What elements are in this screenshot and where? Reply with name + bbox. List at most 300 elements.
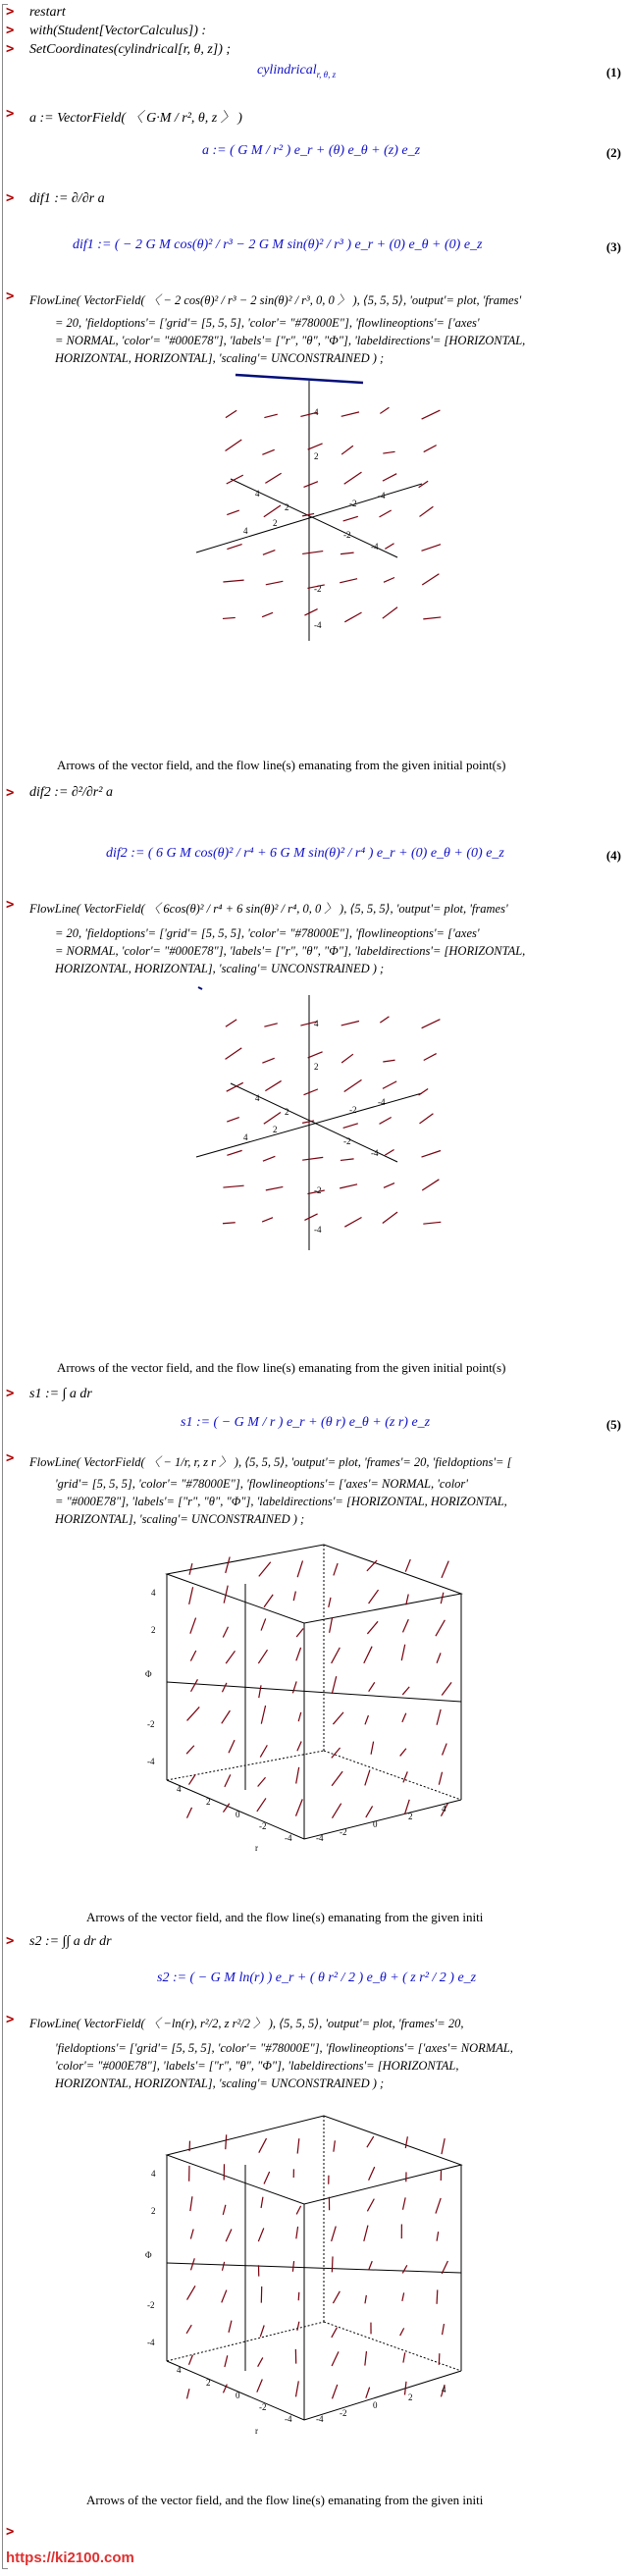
field-arrow	[262, 1218, 273, 1222]
field-arrow	[383, 1060, 394, 1062]
field-arrow	[296, 1648, 301, 1660]
field-arrow	[226, 2134, 227, 2149]
field-arrow	[380, 1017, 389, 1023]
field-arrow	[227, 510, 239, 515]
field-arrow	[304, 609, 317, 615]
field-arrow	[332, 1771, 342, 1786]
plot-1-flowline	[236, 375, 363, 383]
field-arrow	[383, 607, 397, 618]
caption-3: Arrows of the vector field, and the flow line(s) emanating from the given initi	[86, 1910, 484, 1924]
field-arrow	[422, 574, 439, 585]
field-arrow	[441, 1593, 444, 1603]
field-arrow	[293, 1592, 295, 1602]
tick-label: -4	[378, 1097, 386, 1107]
tick-label: 4	[177, 2365, 182, 2375]
field-arrow	[308, 1052, 323, 1058]
field-arrow	[443, 1744, 447, 1756]
field-arrow	[403, 2352, 405, 2362]
plot-4[interactable]	[137, 2106, 471, 2440]
prompt-marker: >	[6, 2012, 15, 2027]
plot-3-box	[167, 1545, 461, 1839]
prompt-marker: >	[6, 23, 15, 38]
field-arrow	[187, 2286, 195, 2299]
field-arrow	[187, 1707, 200, 1720]
field-arrow	[304, 1214, 317, 1220]
tick-label: 4	[177, 1784, 182, 1794]
tick-label: 0	[373, 2400, 378, 2410]
tick-label: -4	[314, 620, 322, 630]
field-arrow	[344, 1217, 361, 1227]
field-arrow	[292, 1681, 296, 1693]
plot-1-axes	[196, 381, 422, 641]
input-flow1-line1[interactable]: FlowLine( VectorField( 〈 − 2 cos(θ)² / r³ − 2 sin(θ)² / r³, 0, 0 〉 ), ⟨5, 5, 5⟩, 'output'= plot, 'frames'	[29, 293, 522, 307]
field-arrow	[343, 516, 358, 521]
field-arrow	[404, 2382, 405, 2395]
input-flow3-line1[interactable]: FlowLine( VectorField( 〈 − 1/r, r, z r 〉 ), ⟨5, 5, 5⟩, 'output'= plot, 'frames'= 20, 'fieldoptions'= [	[29, 1455, 512, 1469]
output-s2: s2 := ( − G M ln(r) ) e_r + ( θ r² / 2 ) e_θ + ( z r² / 2 ) e_z	[157, 1971, 477, 1985]
field-arrow	[190, 1618, 196, 1634]
field-arrow	[222, 2290, 227, 2303]
field-arrow	[405, 2136, 407, 2148]
plot-1[interactable]	[177, 371, 471, 685]
axis-label-r: r	[255, 1843, 258, 1853]
field-arrow	[436, 1620, 445, 1636]
field-arrow	[334, 1563, 338, 1575]
field-arrow	[226, 1651, 235, 1663]
field-arrow	[442, 2138, 445, 2154]
field-arrow	[296, 1628, 303, 1637]
field-arrow	[186, 2389, 188, 2398]
input-flow4-line1[interactable]: FlowLine( VectorField( 〈 −ln(r), r²/2, z r²/2 〉 ), ⟨5, 5, 5⟩, 'output'= plot, 'frames'= 20,	[29, 2017, 464, 2030]
field-arrow	[257, 2380, 262, 2392]
field-arrow	[298, 1712, 301, 1721]
tick-label: 2	[314, 451, 319, 461]
tick-label: -2	[314, 584, 322, 594]
field-arrow	[405, 1559, 410, 1572]
tick-label: -2	[314, 1185, 322, 1195]
plot-2-axes	[196, 995, 422, 1250]
field-arrow	[369, 2261, 373, 2270]
tick-label: -2	[340, 2408, 347, 2418]
tick-label: -2	[349, 1105, 357, 1115]
field-arrow	[439, 2353, 440, 2365]
tick-label: 4	[255, 489, 260, 499]
field-arrow	[308, 444, 323, 449]
caption-4: Arrows of the vector field, and the flow line(s) emanating from the given initi	[86, 2493, 484, 2507]
input-a-def[interactable]: a := VectorField( 〈 G·M / r², θ, z 〉 )	[29, 111, 242, 126]
field-arrow	[400, 1749, 406, 1757]
field-arrow	[264, 2172, 270, 2184]
equation-number: (5)	[605, 1417, 621, 1432]
field-arrow	[188, 1774, 195, 1784]
input-flow2-line1[interactable]: FlowLine( VectorField( 〈 6cos(θ)² / r⁴ + 6 sin(θ)² / r⁴, 0, 0 〉 ), ⟨5, 5, 5⟩, 'output'= plot, 'frames'	[29, 902, 508, 916]
tick-label: -2	[349, 499, 357, 508]
output-dif2: dif2 := ( 6 G M cos(θ)² / r⁴ + 6 G M sin(θ)² / r⁴ ) e_r + (0) e_θ + (0) e_z	[106, 846, 504, 861]
caption-2: Arrows of the vector field, and the flow line(s) emanating from the given initial point(s)	[57, 1360, 506, 1375]
field-arrow	[365, 2351, 367, 2366]
prompt-marker: >	[6, 106, 15, 122]
field-arrow	[369, 2167, 375, 2181]
equation-number: (4)	[605, 848, 621, 863]
field-arrow	[222, 2262, 224, 2271]
plot-2-field-arrows	[223, 1017, 441, 1227]
field-arrow	[419, 1088, 429, 1095]
field-arrow	[332, 2351, 339, 2366]
field-arrow	[330, 1618, 333, 1633]
field-arrow	[262, 1058, 274, 1063]
field-arrow	[260, 1745, 267, 1757]
input-flow1-line4[interactable]: HORIZONTAL, HORIZONTAL], 'scaling'= UNCONSTRAINED ) ;	[55, 351, 385, 365]
field-arrow	[186, 1746, 194, 1754]
field-arrow	[333, 2291, 340, 2303]
field-arrow	[332, 2328, 338, 2338]
output-dif1: dif1 := ( − 2 G M cos(θ)² / r³ − 2 G M sin(θ)² / r³ ) e_r + (0) e_θ + (0) e_z	[73, 237, 483, 252]
output-a: a := ( G M / r² ) e_r + (θ) e_θ + (z) e_z	[202, 143, 421, 158]
field-arrow	[264, 505, 281, 517]
field-arrow	[442, 1682, 451, 1695]
tick-label: -2	[259, 1821, 267, 1831]
tick-label: 2	[408, 2392, 413, 2402]
field-arrow	[364, 2226, 368, 2241]
field-arrow	[341, 1022, 359, 1025]
tick-label: 2	[206, 1797, 211, 1807]
plot-3-field-arrows	[186, 1556, 451, 1817]
field-arrow	[266, 1186, 284, 1189]
field-arrow	[190, 1651, 195, 1661]
field-arrow	[264, 1595, 273, 1607]
field-arrow	[332, 1676, 336, 1694]
input-setcoords[interactable]: SetCoordinates(cylindrical[r, θ, z]) ;	[29, 42, 232, 57]
field-arrow	[259, 1685, 261, 1698]
prompt-marker: >	[6, 2524, 15, 2540]
field-arrow	[384, 1183, 394, 1188]
field-arrow	[297, 2138, 299, 2153]
tick-label: -4	[285, 1833, 292, 1843]
field-arrow	[264, 1113, 281, 1125]
field-arrow	[341, 412, 359, 416]
field-arrow	[264, 1024, 277, 1026]
field-arrow	[439, 1772, 442, 1785]
input-flow2-line3[interactable]: = NORMAL, 'color'= "#000E78"], 'labels'= ["r", "θ", "Φ"], 'labeldirections'= [HORIZONTAL,	[55, 944, 526, 958]
tick-label: 2	[285, 502, 289, 512]
field-arrow	[400, 2328, 404, 2336]
field-arrow	[366, 1806, 373, 1817]
tick-label: 2	[408, 1812, 413, 1821]
tick-label: 4	[151, 2169, 156, 2179]
field-arrow	[401, 1645, 404, 1660]
field-arrow	[304, 1089, 318, 1095]
field-arrow	[223, 617, 236, 618]
field-arrow	[383, 474, 396, 481]
field-arrow	[367, 2199, 374, 2212]
field-arrow	[265, 1080, 281, 1090]
tick-label: -2	[147, 2300, 155, 2310]
input-flow4-line4[interactable]: HORIZONTAL, HORIZONTAL], 'scaling'= UNCONSTRAINED ) ;	[55, 2077, 385, 2090]
axis-label-phi: Φ	[145, 1669, 152, 1679]
field-arrow	[367, 2136, 374, 2147]
plot-4-field-arrows	[186, 2134, 447, 2398]
field-arrow	[227, 1118, 239, 1123]
field-arrow	[297, 1742, 301, 1752]
field-arrow	[304, 482, 318, 488]
field-arrow	[258, 1777, 266, 1786]
prompt-marker: >	[6, 1450, 15, 1466]
field-arrow	[223, 1627, 228, 1638]
field-arrow	[422, 410, 441, 419]
axis-label-phi: Φ	[145, 2250, 152, 2260]
caption-1: Arrows of the vector field, and the flow line(s) emanating from the given initial point(s)	[57, 758, 506, 772]
tick-label: -4	[314, 1225, 322, 1235]
input-s2[interactable]: s2 := ∫∫ a dr dr	[29, 1934, 112, 1949]
field-arrow	[332, 2256, 333, 2272]
field-arrow	[222, 1683, 226, 1692]
tick-label: 2	[314, 1062, 319, 1072]
input-flow2-line2[interactable]: = 20, 'fieldoptions'= ['grid'= [5, 5, 5], 'color'= "#78000E"], 'flowlineoptions'= ['axes'	[55, 926, 480, 940]
field-arrow	[424, 446, 437, 452]
tick-label: 2	[273, 518, 278, 528]
field-arrow	[332, 1804, 341, 1818]
field-arrow	[385, 1150, 393, 1156]
field-arrow	[227, 545, 241, 550]
field-arrow	[257, 1798, 266, 1811]
input-flow3-line2[interactable]: 'grid'= [5, 5, 5], 'color'= "#78000E"], 'flowlineoptions'= ['axes'= NORMAL, 'color'	[55, 1477, 468, 1491]
field-arrow	[403, 2197, 406, 2209]
field-arrow	[367, 1621, 378, 1634]
field-arrow	[264, 414, 277, 417]
field-arrow	[302, 1157, 323, 1160]
field-arrow	[190, 2230, 193, 2239]
field-arrow	[302, 552, 323, 554]
equation-number: (2)	[605, 145, 621, 160]
field-arrow	[422, 545, 442, 552]
field-arrow	[344, 472, 362, 484]
tick-label: 2	[151, 1625, 156, 1635]
field-arrow	[437, 2232, 439, 2241]
plot-3-tick-labels	[145, 1588, 446, 1853]
field-arrow	[225, 2355, 228, 2367]
plot-3[interactable]	[137, 1535, 471, 1859]
output-cylindrical-text: cylindrical	[257, 63, 317, 78]
input-dif1[interactable]: dif1 := ∂/∂r a	[29, 191, 105, 206]
tick-label: -4	[371, 1148, 379, 1158]
equation-number: (3)	[605, 239, 621, 254]
field-arrow	[340, 579, 357, 583]
plot-4-box	[167, 2116, 461, 2420]
field-arrow	[186, 2325, 191, 2334]
field-arrow	[383, 1081, 396, 1088]
watermark-link[interactable]: https://ki2100.com	[6, 2550, 134, 2566]
field-arrow	[292, 2261, 293, 2272]
input-flow4-line3[interactable]: 'color'= "#000E78"], 'labels'= ["r", "θ", "Φ"], 'labeldirections'= [HORIZONTAL,	[55, 2059, 459, 2073]
field-arrow	[226, 440, 242, 451]
field-arrow	[403, 1771, 407, 1782]
field-arrow	[329, 1598, 331, 1607]
tick-label: 0	[236, 2391, 240, 2400]
field-arrow	[295, 1799, 302, 1815]
tick-label: 4	[255, 1093, 260, 1103]
field-arrow	[344, 1079, 362, 1091]
field-arrow	[263, 1156, 275, 1161]
axis-label-r: r	[255, 2426, 258, 2436]
field-arrow	[229, 2321, 232, 2333]
field-arrow	[263, 551, 275, 555]
tick-label: -4	[285, 2414, 292, 2424]
prompt-marker: >	[6, 897, 15, 913]
field-arrow	[332, 1648, 341, 1663]
input-flow2-line4[interactable]: HORIZONTAL, HORIZONTAL], 'scaling'= UNCONSTRAINED ) ;	[55, 962, 385, 975]
field-arrow	[222, 1710, 231, 1723]
field-arrow	[402, 1687, 409, 1695]
prompt-marker: >	[6, 4, 15, 20]
field-arrow	[296, 2227, 298, 2238]
field-arrow	[261, 2197, 263, 2208]
field-arrow	[226, 2229, 232, 2241]
field-arrow	[365, 1715, 368, 1724]
tick-label: 4	[442, 2385, 446, 2394]
field-arrow	[371, 1742, 374, 1755]
field-arrow	[261, 1618, 266, 1630]
input-flow1-line3[interactable]: = NORMAL, 'color'= "#000E78"], 'labels'= ["r", "θ", "Φ"], 'labeldirections'= [HORIZONTAL,	[55, 334, 526, 347]
field-arrow	[229, 1740, 235, 1753]
field-arrow	[383, 451, 394, 453]
tick-label: 4	[442, 1804, 446, 1814]
field-arrow	[380, 407, 389, 413]
field-arrow	[442, 1561, 448, 1578]
field-arrow	[383, 1212, 397, 1223]
field-arrow	[258, 1650, 267, 1663]
field-arrow	[385, 544, 393, 550]
tick-label: 2	[206, 2378, 211, 2388]
field-arrow	[297, 2322, 299, 2331]
field-arrow	[227, 1150, 241, 1155]
field-arrow	[364, 1647, 372, 1663]
tick-label: -4	[378, 491, 386, 500]
field-arrow	[223, 1185, 243, 1187]
field-arrow	[341, 552, 354, 554]
field-arrow	[189, 1587, 193, 1604]
field-arrow	[419, 506, 433, 516]
field-arrow	[402, 2292, 404, 2300]
prompt-marker: >	[6, 41, 15, 57]
field-arrow	[365, 1770, 370, 1786]
field-arrow	[344, 612, 361, 622]
tick-label: -2	[340, 1827, 347, 1837]
plot-1-field-arrows	[223, 407, 441, 622]
field-arrow	[225, 1774, 231, 1786]
input-restart[interactable]: restart	[29, 5, 66, 20]
field-arrow	[296, 2206, 300, 2215]
field-arrow	[186, 1808, 191, 1818]
field-arrow	[443, 2324, 445, 2335]
field-arrow	[223, 580, 243, 582]
tick-label: 2	[285, 1107, 289, 1117]
field-arrow	[227, 475, 243, 484]
field-arrow	[258, 2228, 263, 2241]
field-arrow	[191, 1679, 198, 1691]
field-arrow	[419, 1114, 433, 1124]
field-arrow	[340, 1184, 357, 1188]
prompt-marker: >	[6, 190, 15, 206]
field-arrow	[332, 2385, 337, 2398]
field-arrow	[258, 2357, 263, 2366]
input-flow4-line2[interactable]: 'fieldoptions'= ['grid'= [5, 5, 5], 'color'= "#78000E"], 'flowlineoptions'= ['axes'= NORMAL,	[55, 2041, 513, 2055]
output-cylindrical-sub: r, θ, z	[316, 69, 337, 79]
field-arrow	[341, 446, 353, 454]
input-with[interactable]: with(Student[VectorCalculus]) :	[29, 24, 207, 38]
input-flow3-line3[interactable]: = "#000E78"], 'labels'= ["r", "θ", "Φ"], 'labeldirections'= [HORIZONTAL, HORIZONTAL,	[55, 1495, 507, 1508]
prompt-marker: >	[6, 785, 15, 801]
tick-label: -4	[147, 1757, 155, 1766]
field-arrow	[422, 1150, 442, 1157]
field-arrow	[366, 2388, 370, 2398]
tick-label: 0	[373, 1819, 378, 1829]
field-arrow	[423, 1222, 441, 1224]
tick-label: 4	[151, 1588, 156, 1598]
field-arrow	[436, 2198, 441, 2214]
field-arrow	[298, 2292, 299, 2300]
field-arrow	[260, 2325, 264, 2337]
field-arrow	[424, 1054, 437, 1061]
field-arrow	[262, 612, 273, 616]
field-arrow	[402, 2265, 407, 2273]
tick-label: -2	[259, 2402, 267, 2412]
tick-label: -2	[343, 1136, 351, 1146]
tick-label: -4	[147, 2338, 155, 2347]
input-flow1-line2[interactable]: = 20, 'fieldoptions'= ['grid'= [5, 5, 5], 'color'= "#78000E"], 'flowlineoptions'= ['axes'	[55, 316, 480, 330]
field-arrow	[259, 2138, 267, 2153]
equation-number: (1)	[605, 65, 621, 79]
plot-2[interactable]	[177, 985, 471, 1280]
field-arrow	[369, 1682, 375, 1691]
field-arrow	[265, 473, 281, 483]
field-arrow	[380, 510, 392, 517]
field-arrow	[334, 2140, 335, 2151]
input-flow3-line4[interactable]: HORIZONTAL], 'scaling'= UNCONSTRAINED ) ;	[55, 1512, 305, 1526]
tick-label: 2	[273, 1125, 278, 1134]
field-arrow	[403, 1619, 409, 1632]
field-arrow	[259, 1562, 271, 1577]
field-arrow	[266, 581, 284, 584]
prompt-marker: >	[6, 1386, 15, 1401]
tick-label: -2	[147, 1719, 155, 1729]
field-arrow	[223, 1223, 236, 1224]
field-arrow	[226, 1556, 230, 1572]
field-arrow	[437, 1653, 441, 1662]
field-arrow	[226, 1048, 242, 1060]
input-s1[interactable]: s1 := ∫ a dr	[29, 1387, 92, 1401]
field-arrow	[296, 1767, 299, 1784]
plot-2-tick-labels	[243, 1019, 386, 1235]
field-arrow	[384, 578, 394, 583]
input-dif2[interactable]: dif2 := ∂²/∂r² a	[29, 785, 113, 800]
field-arrow	[365, 2295, 366, 2303]
tick-label: 4	[243, 526, 248, 536]
field-arrow	[226, 410, 236, 417]
output-cylindrical	[257, 63, 336, 79]
field-arrow	[261, 1706, 265, 1724]
tick-label: 2	[151, 2206, 156, 2216]
tick-label: 4	[314, 407, 319, 417]
field-arrow	[262, 449, 274, 454]
field-arrow	[226, 1020, 236, 1026]
tick-label: -4	[371, 542, 379, 552]
tick-label: 0	[236, 1810, 240, 1819]
field-arrow	[380, 1117, 392, 1124]
plot-2-flowline	[198, 987, 202, 989]
tick-label: -2	[343, 530, 351, 540]
output-s1: s1 := ( − G M / r ) e_r + (θ r) e_θ + (z r) e_z	[181, 1415, 431, 1430]
field-arrow	[341, 1159, 354, 1161]
